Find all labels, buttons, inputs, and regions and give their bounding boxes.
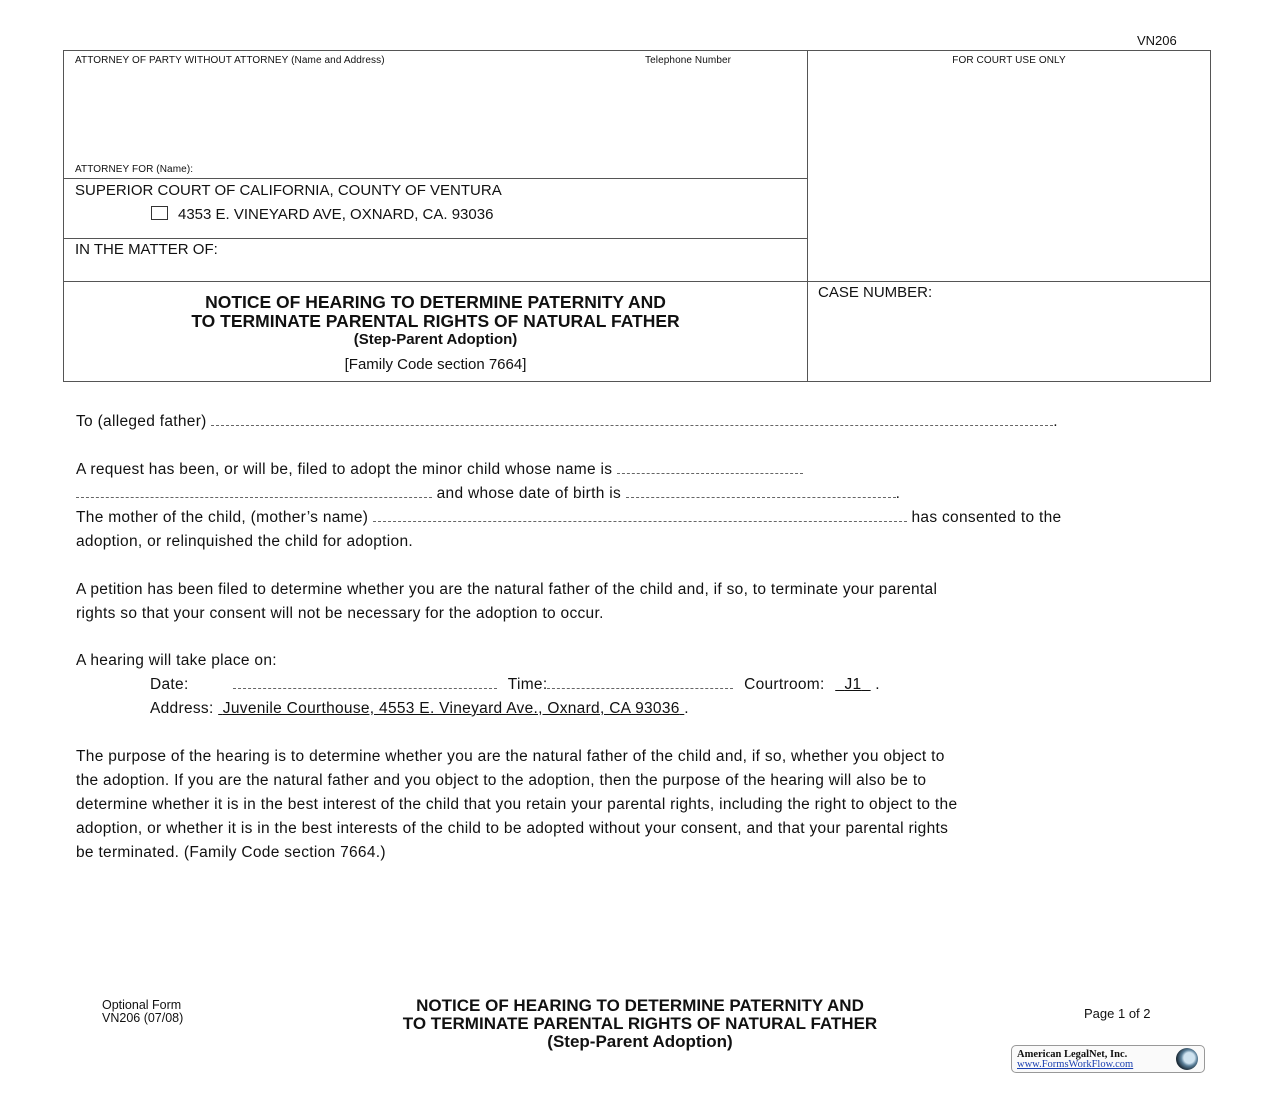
court-address: 4353 E. VINEYARD AVE, OXNARD, CA. 93036: [178, 206, 494, 223]
petition-line1: A petition has been filed to determine whether you are the natural father of the child and, if so, to terminate your parental: [76, 581, 938, 598]
to-label: To (alleged father): [76, 413, 207, 430]
purpose-line: be terminated. (Family Code section 7664.): [76, 844, 386, 861]
purpose-line: adoption, or whether it is in the best interests of the child to be adopted without your consent, and that your parental rights: [76, 820, 949, 837]
date-label: Date:: [150, 676, 189, 693]
divider: [64, 281, 1211, 282]
court-use-label: FOR COURT USE ONLY: [952, 55, 1066, 66]
time-label: Time:: [507, 676, 548, 693]
matter-field[interactable]: [75, 259, 795, 277]
mother-consent-text: has consented to the: [911, 509, 1062, 526]
hearing-address-line: Address: Juvenile Courthouse, 4553 E. Vineyard Ave., Oxnard, CA 93036 .: [150, 700, 689, 717]
case-number-field[interactable]: [818, 303, 1198, 373]
attorney-for-label: ATTORNEY FOR (Name):: [75, 164, 194, 175]
attorney-field[interactable]: [75, 69, 795, 161]
to-line: To (alleged father) .: [76, 413, 1058, 430]
request-line1: [76, 458, 803, 482]
telephone-label: Telephone Number: [645, 55, 732, 66]
divider: [64, 178, 807, 179]
purpose-line: the adoption. If you are the natural father and you object to the adoption, then the purpose of the hearing will also be to: [76, 772, 927, 789]
request-line2: and whose date of birth is .: [76, 482, 900, 506]
footer-subtitle: (Step-Parent Adoption): [547, 1032, 733, 1051]
mother-label: The mother of the child, (mother’s name): [76, 509, 369, 526]
hearing-date-line: Date: Time: Courtroom: J1 .: [150, 676, 880, 693]
page-indicator: Page 1 of 2: [1084, 1006, 1151, 1021]
court-address-checkbox[interactable]: [151, 206, 168, 220]
child-dob-field[interactable]: [626, 483, 896, 498]
hearing-intro: A hearing will take place on:: [76, 652, 277, 669]
child-name-field-cont[interactable]: [76, 483, 432, 498]
purpose-line: The purpose of the hearing is to determine whether you are the natural father of the child and, if so, whether you object to: [76, 748, 945, 765]
form-title-block: [64, 293, 807, 373]
attorney-label: ATTORNEY OF PARTY WITHOUT ATTORNEY (Name and Address): [75, 55, 385, 66]
dob-label: and whose date of birth is: [436, 485, 622, 502]
publisher-name: American LegalNet, Inc.: [1017, 1049, 1128, 1060]
purpose-line: determine whether it is in the best interest of the child that you retain your parental rights, including the right to object to the: [76, 796, 958, 813]
code-reference: [Family Code section 7664]: [344, 356, 527, 373]
mother-name-field[interactable]: [373, 507, 907, 522]
form-subtitle: (Step-Parent Adoption): [353, 331, 518, 348]
caption-box: [63, 50, 1211, 382]
address-label: Address:: [150, 700, 214, 717]
mother-line-cont: adoption, or relinquished the child for adoption.: [76, 533, 413, 550]
form-title-line2: TO TERMINATE PARENTAL RIGHTS OF NATURAL FATHER: [191, 311, 680, 331]
petition-line2: rights so that your consent will not be necessary for the adoption to occur.: [76, 605, 604, 622]
mother-line: [76, 506, 1061, 530]
optional-form-label: Optional Form: [102, 998, 182, 1012]
footer-title-line2: TO TERMINATE PARENTAL RIGHTS OF NATURAL FATHER: [402, 1014, 878, 1033]
footer-title: [300, 997, 980, 1051]
child-name-field[interactable]: [617, 459, 803, 474]
form-id: VN206: [1137, 33, 1177, 48]
divider: [64, 238, 807, 239]
court-name: SUPERIOR COURT OF CALIFORNIA, COUNTY OF VENTURA: [75, 182, 502, 199]
matter-label: IN THE MATTER OF:: [75, 241, 218, 258]
alleged-father-field[interactable]: [211, 411, 1053, 426]
purpose-paragraph: [76, 745, 957, 865]
courtroom-label: Courtroom:: [744, 676, 825, 693]
court-address-option: [151, 206, 493, 223]
address-value: Juvenile Courthouse, 4553 E. Vineyard Ave., Oxnard, CA 93036: [222, 700, 680, 717]
globe-icon: [1176, 1048, 1198, 1070]
form-title-line1: NOTICE OF HEARING TO DETERMINE PATERNITY AND: [205, 292, 666, 312]
footer-title-line1: NOTICE OF HEARING TO DETERMINE PATERNITY AND: [416, 996, 864, 1015]
publisher-url-link[interactable]: www.FormsWorkFlow.com: [1017, 1059, 1134, 1070]
divider: [807, 51, 808, 382]
publisher-logo[interactable]: [1011, 1045, 1205, 1073]
hearing-date-field[interactable]: [233, 674, 497, 689]
hearing-time-field[interactable]: [547, 674, 733, 689]
request-text: A request has been, or will be, filed to adopt the minor child whose name is: [76, 461, 613, 478]
form-version: VN206 (07/08): [102, 1011, 184, 1025]
footer-form-info: [102, 999, 183, 1025]
courtroom-value: J1: [844, 676, 862, 693]
case-number-label: CASE NUMBER:: [818, 284, 933, 301]
